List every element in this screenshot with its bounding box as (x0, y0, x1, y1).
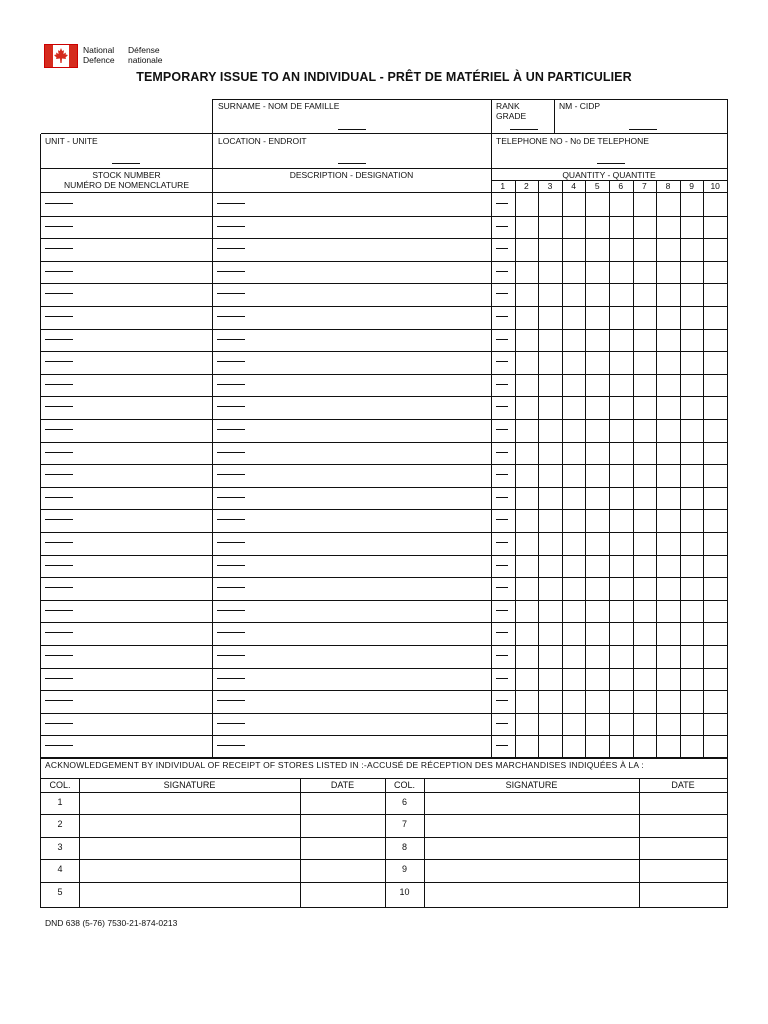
dept-fr-line1: Défense (128, 45, 160, 55)
qty-entry-mark[interactable] (496, 542, 508, 543)
stock-header-line1: STOCK NUMBER (92, 170, 161, 180)
acknowledgement-statement: ACKNOWLEDGEMENT BY INDIVIDUAL OF RECEIPT OF STORES LISTED IN :-ACCUSÉ DE RÉCEPTION DES MARCHANDISES INDIQUÉES À LA : (45, 760, 644, 770)
rank-label-line2: GRADE (496, 111, 527, 121)
desc-quantity-divider (491, 100, 492, 757)
qty-entry-mark[interactable] (496, 203, 508, 204)
form-title: TEMPORARY ISSUE TO AN INDIVIDUAL - PRÊT DE MATÉRIEL À UN PARTICULIER (136, 70, 632, 84)
dept-en-line2: Defence (83, 55, 115, 65)
stock-entry-mark[interactable] (45, 429, 73, 430)
col-number: 10 (399, 886, 410, 897)
qty-entry-mark[interactable] (496, 632, 508, 633)
stock-entry-mark[interactable] (45, 271, 73, 272)
ack-row-divider (41, 882, 727, 883)
col-header-left: COL. (49, 780, 71, 790)
ack-col-divider (79, 778, 80, 908)
quantity-col-divider (562, 180, 563, 757)
qty-entry-mark[interactable] (496, 248, 508, 249)
table-row-divider (41, 577, 727, 578)
table-row-divider (41, 306, 727, 307)
stock-desc-divider (212, 100, 213, 757)
stock-entry-mark[interactable] (45, 700, 73, 701)
description-entry-mark[interactable] (217, 271, 245, 272)
description-entry-mark[interactable] (217, 723, 245, 724)
description-entry-mark[interactable] (217, 565, 245, 566)
table-row-divider (41, 464, 727, 465)
quantity-col-divider (585, 180, 586, 757)
ack-statement-divider (41, 778, 727, 779)
stock-entry-mark[interactable] (45, 497, 73, 498)
qty-entry-mark[interactable] (496, 519, 508, 520)
description-entry-mark[interactable] (217, 542, 245, 543)
department-name-french (128, 45, 163, 65)
table-row-divider (41, 374, 727, 375)
col-number: 9 (401, 864, 407, 875)
quantity-col-divider (633, 180, 634, 757)
col-number: 5 (57, 886, 63, 897)
acknowledgement-table (40, 758, 728, 908)
qty-entry-mark[interactable] (496, 700, 508, 701)
quantity-header: QUANTITY - QUANTITE (562, 170, 656, 180)
stock-entry-mark[interactable] (45, 248, 73, 249)
qty-entry-mark[interactable] (496, 678, 508, 679)
quantity-col-7-header: 7 (642, 181, 647, 191)
description-entry-mark[interactable] (217, 700, 245, 701)
stock-entry-mark[interactable] (45, 745, 73, 746)
col-number: 3 (57, 841, 63, 852)
description-entry-mark[interactable] (217, 293, 245, 294)
signature-header-right: SIGNATURE (505, 780, 558, 790)
description-entry-mark[interactable] (217, 452, 245, 453)
qty-entry-mark[interactable] (496, 429, 508, 430)
stock-entry-mark[interactable] (45, 293, 73, 294)
stock-entry-mark[interactable] (45, 723, 73, 724)
col-header-right: COL. (393, 780, 415, 790)
quantity-col-divider (515, 180, 516, 757)
blank-corner (39, 98, 212, 134)
ack-col-divider (424, 778, 425, 908)
stock-entry-mark[interactable] (45, 655, 73, 656)
quantity-col-6-header: 6 (618, 181, 624, 191)
stock-entry-mark[interactable] (45, 452, 73, 453)
stock-entry-mark[interactable] (45, 587, 73, 588)
stock-entry-mark[interactable] (45, 678, 73, 679)
qty-entry-mark[interactable] (496, 384, 508, 385)
description-entry-mark[interactable] (217, 519, 245, 520)
description-entry-mark[interactable] (217, 384, 245, 385)
table-row-divider (41, 713, 727, 714)
qty-entry-mark[interactable] (496, 587, 508, 588)
quantity-col-5-header: 5 (594, 181, 600, 191)
field-header-divider (41, 168, 727, 169)
table-row-divider (41, 419, 727, 420)
description-entry-mark[interactable] (217, 361, 245, 362)
description-entry-mark[interactable] (217, 316, 245, 317)
date-header-right: DATE (671, 780, 695, 790)
qty-entry-mark[interactable] (496, 497, 508, 498)
date-header-left: DATE (330, 780, 355, 790)
table-row-divider (41, 509, 727, 510)
rank-nm-divider (554, 100, 555, 133)
quantity-col-4-header: 4 (571, 181, 576, 191)
qty-entry-mark[interactable] (496, 316, 508, 317)
form-identifier: DND 638 (5-76) 7530-21-874-0213 (45, 918, 178, 928)
description-entry-mark[interactable] (217, 632, 245, 633)
table-row-divider (41, 487, 727, 488)
description-entry-mark[interactable] (217, 406, 245, 407)
table-row-divider (41, 261, 727, 262)
description-entry-mark[interactable] (217, 745, 245, 746)
stock-entry-mark[interactable] (45, 610, 73, 611)
header-bottom-divider (41, 192, 727, 193)
col-number: 6 (401, 797, 407, 807)
ack-col-divider (639, 778, 640, 908)
unit-label: UNIT - UNITE (45, 136, 98, 146)
qty-entry-mark[interactable] (496, 406, 508, 407)
quantity-col-1-header: 1 (500, 181, 506, 191)
description-entry-mark[interactable] (217, 587, 245, 588)
table-row-divider (41, 216, 727, 217)
stock-entry-mark[interactable] (45, 384, 73, 385)
description-header: DESCRIPTION - DESIGNATION (289, 170, 414, 180)
stock-entry-mark[interactable] (45, 632, 73, 633)
qty-entry-mark[interactable] (496, 452, 508, 453)
quantity-col-3-header: 3 (547, 181, 553, 191)
ack-row-divider (41, 814, 727, 815)
stock-entry-mark[interactable] (45, 474, 73, 475)
quantity-col-divider (680, 180, 681, 757)
table-row-divider (41, 532, 727, 533)
ack-col-divider (300, 778, 301, 908)
qty-entry-mark[interactable] (496, 655, 508, 656)
quantity-col-8-header: 8 (665, 181, 671, 191)
nm-underline (629, 129, 657, 130)
qty-entry-mark[interactable] (496, 293, 508, 294)
quantity-col-divider (609, 180, 610, 757)
surname-label: SURNAME - NOM DE FAMILLE (218, 101, 340, 111)
rank-label (496, 101, 526, 121)
description-entry-mark[interactable] (217, 429, 245, 430)
quantity-col-10-header: 10 (710, 181, 720, 191)
description-entry-mark[interactable] (217, 655, 245, 656)
qty-entry-mark[interactable] (496, 745, 508, 746)
col-number: 8 (401, 841, 407, 852)
table-row-divider (41, 555, 727, 556)
nm-label: NM - CIDP (559, 101, 601, 111)
col-number: 2 (57, 819, 63, 830)
rank-label-line1: RANK (496, 101, 520, 111)
table-row-divider (41, 351, 727, 352)
table-row-divider (41, 645, 727, 646)
stock-number-header (41, 170, 212, 190)
table-row-divider (41, 735, 727, 736)
table-row-divider (41, 690, 727, 691)
location-underline (338, 163, 366, 164)
stock-entry-mark[interactable] (45, 316, 73, 317)
qty-entry-mark[interactable] (496, 610, 508, 611)
location-label: LOCATION - ENDROIT (218, 136, 307, 146)
description-entry-mark[interactable] (217, 497, 245, 498)
description-entry-mark[interactable] (217, 248, 245, 249)
quantity-col-divider (656, 180, 657, 757)
description-entry-mark[interactable] (217, 339, 245, 340)
description-entry-mark[interactable] (217, 474, 245, 475)
qty-entry-mark[interactable] (496, 226, 508, 227)
table-row-divider (41, 396, 727, 397)
stock-entry-mark[interactable] (45, 565, 73, 566)
department-name-english (83, 45, 115, 65)
dept-en-line1: National (83, 45, 115, 55)
qty-entry-mark[interactable] (496, 271, 508, 272)
col-number: 1 (57, 797, 63, 807)
rank-underline (510, 129, 538, 130)
qty-entry-mark[interactable] (496, 474, 508, 475)
col-number: 4 (57, 864, 63, 875)
col-number: 7 (401, 819, 407, 830)
table-row-divider (41, 600, 727, 601)
description-entry-mark[interactable] (217, 203, 245, 204)
stock-entry-mark[interactable] (45, 226, 73, 227)
description-entry-mark[interactable] (217, 610, 245, 611)
table-row-divider (41, 329, 727, 330)
canada-flag-icon (44, 44, 78, 68)
stock-entry-mark[interactable] (45, 339, 73, 340)
maple-leaf-icon (53, 47, 69, 65)
signature-header-left: SIGNATURE (163, 780, 216, 790)
table-row-divider (41, 442, 727, 443)
quantity-col-9-header: 9 (689, 181, 694, 191)
quantity-col-2-header: 2 (524, 181, 529, 191)
qty-entry-mark[interactable] (496, 339, 508, 340)
table-row-divider (41, 238, 727, 239)
dept-fr-line2: nationale (128, 55, 163, 65)
unit-underline (112, 163, 140, 164)
stock-entry-mark[interactable] (45, 519, 73, 520)
stock-entry-mark[interactable] (45, 361, 73, 362)
telephone-label: TELEPHONE NO - No DE TELEPHONE (496, 136, 649, 146)
quantity-col-divider (703, 180, 704, 757)
description-entry-mark[interactable] (217, 226, 245, 227)
stock-entry-mark[interactable] (45, 542, 73, 543)
table-row-divider (41, 622, 727, 623)
stock-entry-mark[interactable] (45, 203, 73, 204)
issue-form-grid (40, 99, 728, 758)
field-row-divider (41, 133, 727, 134)
table-row-divider (41, 283, 727, 284)
stock-header-line2: NUMÉRO DE NOMENCLATURE (64, 180, 189, 190)
qty-entry-mark[interactable] (496, 723, 508, 724)
ack-row-divider (41, 859, 727, 860)
stock-entry-mark[interactable] (45, 406, 73, 407)
ack-header-divider (41, 792, 727, 793)
surname-underline (338, 129, 366, 130)
table-row-divider (41, 668, 727, 669)
quantity-col-divider (538, 180, 539, 757)
qty-entry-mark[interactable] (496, 361, 508, 362)
ack-row-divider (41, 837, 727, 838)
qty-entry-mark[interactable] (496, 565, 508, 566)
telephone-underline (597, 163, 625, 164)
description-entry-mark[interactable] (217, 678, 245, 679)
